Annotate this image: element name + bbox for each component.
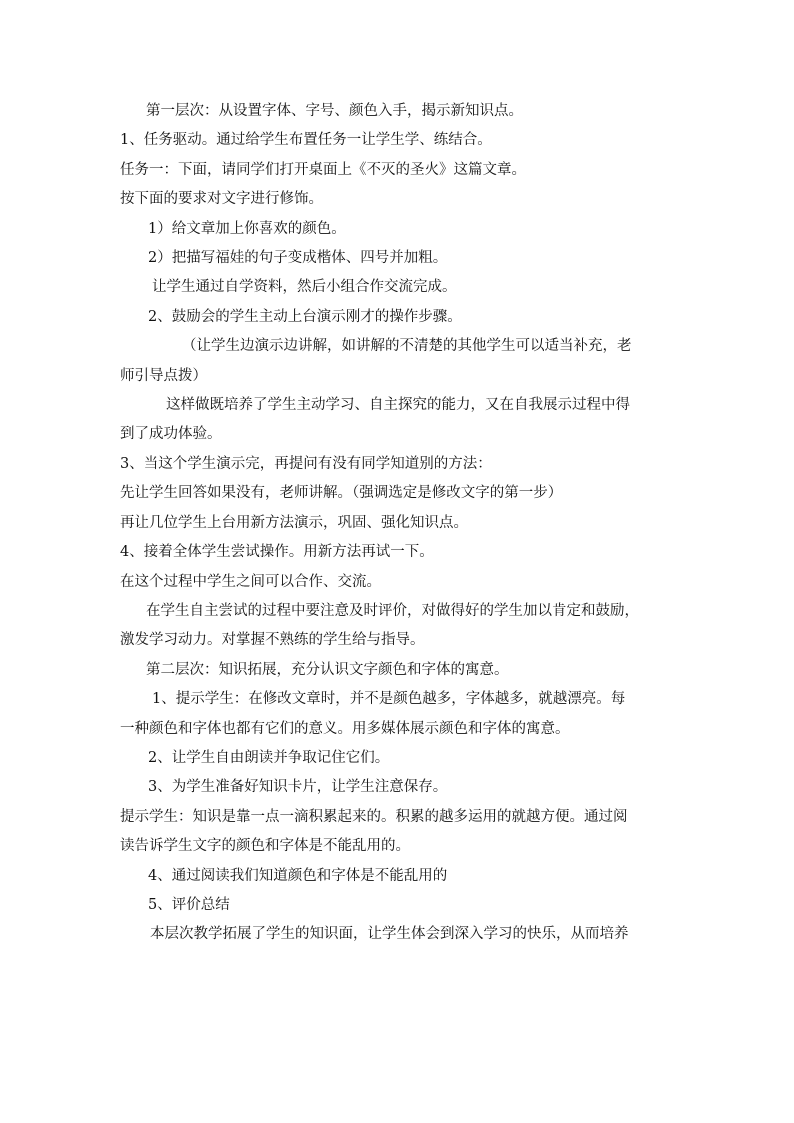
paragraph-line: 1、提示学生：在修改文章时，并不是颜色越多，字体越多，就越漂亮。每 — [152, 691, 626, 708]
paragraph-line: 第二层次：知识拓展，充分认识文字颜色和字体的寓意。 — [146, 661, 509, 678]
paragraph-line: 按下面的要求对文字进行修饰。 — [120, 191, 323, 208]
paragraph-line: 4、接着全体学生尝试操作。用新方法再试一下。 — [120, 544, 434, 561]
paragraph-line: 在这个过程中学生之间可以合作、交流。 — [120, 573, 381, 590]
paragraph-line: 提示学生：知识是靠一点一滴积累起来的。积累的越多运用的就越方便。通过阅 — [120, 808, 628, 825]
paragraph-line: 这样做既培养了学生主动学习、自主探究的能力，又在自我展示过程中得 — [166, 397, 630, 414]
paragraph-line: 任务一：下面，请同学们打开桌面上《不灭的圣火》这篇文章。 — [120, 161, 526, 178]
paragraph-line: 5、评价总结 — [148, 896, 230, 913]
paragraph-line: 第一层次：从设置字体、字号、颜色入手，揭示新知识点。 — [146, 103, 523, 119]
paragraph-line: 先让学生回答如果没有，老师讲解。（强调选定是修改文字的第一步） — [120, 485, 563, 502]
paragraph-line: 1、任务驱动。通过给学生布置任务一让学生学、练结合。 — [120, 132, 492, 149]
paragraph-line: 再让几位学生上台用新方法演示，巩固、强化知识点。 — [120, 514, 468, 531]
paragraph-line: 2、鼓励会的学生主动上台演示刚才的操作步骤。 — [148, 308, 462, 325]
paragraph-line: 读告诉学生文字的颜色和字体是不能乱用的。 — [120, 838, 410, 855]
paragraph-line: 在学生自主尝试的过程中要注意及时评价，对做得好的学生加以肯定和鼓励， — [146, 602, 639, 619]
paragraph-line: 4、通过阅读我们知道颜色和字体是不能乱用的 — [148, 867, 448, 884]
paragraph-line: 激发学习动力。对掌握不熟练的学生给与指导。 — [120, 632, 425, 649]
paragraph-line: 1）给文章加上你喜欢的颜色。 — [148, 220, 346, 237]
paragraph-line: 一种颜色和字体也都有它们的意义。用多媒体展示颜色和字体的寓意。 — [120, 720, 570, 737]
paragraph-line: 2）把描写福娃的句子变成楷体、四号并加粗。 — [148, 250, 448, 267]
paragraph-line: 到了成功体验。 — [120, 426, 222, 443]
paragraph-line: 本层次教学拓展了学生的知识面，让学生体会到深入学习的快乐，从而培养 — [150, 926, 629, 943]
paragraph-line: 3、当这个学生演示完，再提问有没有同学知道别的方法： — [120, 455, 492, 472]
paragraph-line: 2、让学生自由朗读并争取记住它们。 — [148, 749, 390, 766]
paragraph-line: 3、为学生准备好知识卡片，让学生注意保存。 — [148, 779, 448, 796]
document-body — [120, 97, 676, 950]
paragraph-line: 让学生通过自学资料，然后小组合作交流完成。 — [152, 279, 457, 296]
paragraph-line: （让学生边演示边讲解，如讲解的不清楚的其他学生可以适当补充，老 — [182, 338, 632, 355]
paragraph-line: 师引导点拨） — [120, 367, 207, 384]
